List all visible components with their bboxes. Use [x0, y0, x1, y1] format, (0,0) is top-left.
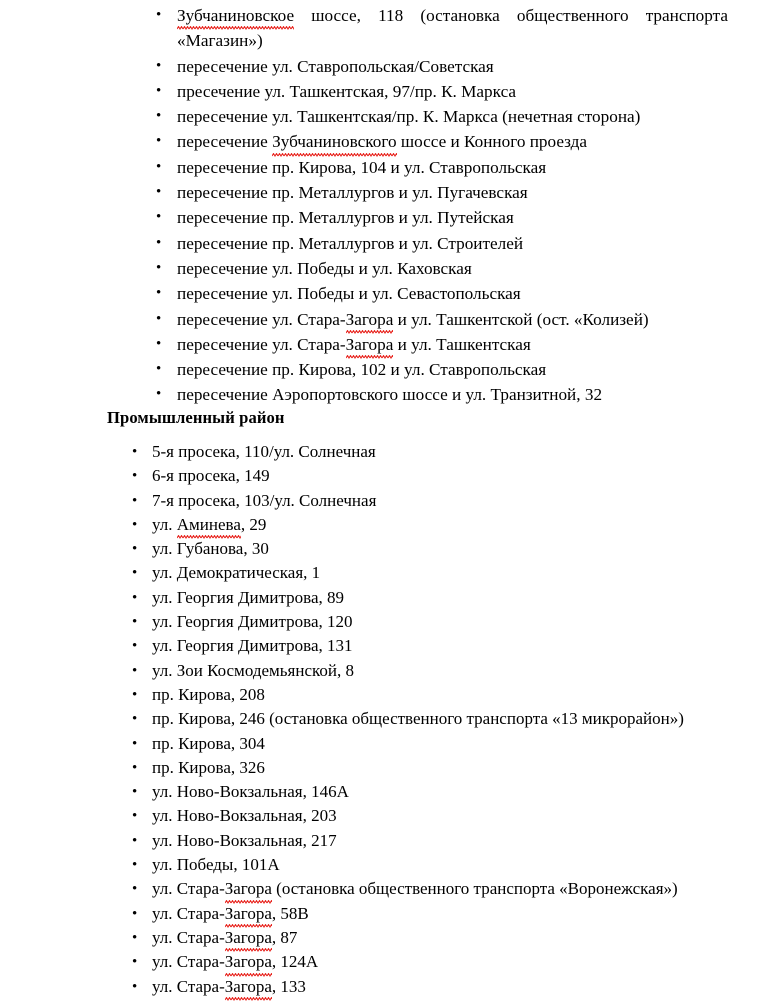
bullet-icon: • — [132, 614, 138, 631]
list-item-label: ул. Стара-Загора, 87 — [152, 926, 732, 950]
list-item — [132, 975, 732, 999]
list-item-label: ул. Стара-Загора, 124А — [152, 950, 732, 974]
bullet-icon: • — [132, 784, 138, 801]
list-item-label: пересечение Аэропортовского шоссе и ул. Транзитной, 32 — [177, 385, 603, 405]
bullet-icon: • — [156, 82, 162, 99]
bullet-icon: • — [132, 516, 138, 533]
spellcheck-underline: Загора — [225, 950, 272, 974]
bullet-icon: • — [132, 857, 138, 874]
bullet-icon: • — [132, 686, 138, 703]
bullet-icon: • — [156, 361, 162, 378]
bullet-icon: • — [156, 335, 162, 352]
list-item — [156, 382, 728, 407]
list-item-label: пересечение ул. Ташкентская/пр. К. Маркса (нечетная сторона) — [177, 107, 641, 127]
list-item-label: пересечение ул. Стара-Загора и ул. Ташкентской (ост. «Колизей) — [177, 307, 728, 332]
list-item-label: ул. Ново-Вокзальная, 217 — [152, 830, 337, 850]
bullet-icon: • — [156, 184, 162, 201]
bullet-icon: • — [132, 638, 138, 655]
list-item — [132, 489, 732, 513]
addresses-list — [132, 440, 732, 999]
list-item-label: ул. Георгия Димитрова, 89 — [152, 587, 344, 607]
spellcheck-underline: Аминева — [177, 513, 241, 537]
list-item — [132, 877, 732, 901]
list-item — [132, 659, 732, 683]
list-item-label: ул. Стара-Загора, 58В — [152, 902, 732, 926]
list-item-label: пересечение ул. Ставропольская/Советская — [177, 56, 494, 76]
spellcheck-underline: Загора — [346, 307, 394, 332]
list-item-label: 5-я просека, 110/ул. Солнечная — [152, 442, 376, 461]
bullet-icon: • — [132, 444, 138, 460]
list-item — [132, 780, 732, 804]
list-item-label: пр. Кирова, 304 — [152, 733, 265, 753]
list-item-label: ул. Победы, 101А — [152, 855, 280, 875]
list-item-label: пересечение пр. Кирова, 104 и ул. Ставропольская — [177, 157, 547, 177]
list-item — [132, 586, 732, 610]
list-item — [132, 804, 732, 828]
list-item — [156, 155, 728, 180]
list-item-label: ул. Демократическая, 1 — [152, 563, 321, 583]
intersections-list — [156, 3, 728, 408]
spellcheck-underline: Загора — [346, 332, 394, 357]
list-item-label: пр. Кирова, 326 — [152, 757, 265, 777]
bullet-icon: • — [132, 905, 138, 922]
list-item-label: ул. Стара-Загора (остановка общественного транспорта «Воронежская») — [152, 877, 732, 901]
list-item-label: ул. Губанова, 30 — [152, 539, 269, 559]
list-item — [156, 3, 728, 54]
list-item — [132, 513, 732, 537]
list-item-label: пересечение ул. Стара-Загора и ул. Ташкентская — [177, 332, 728, 357]
list-item — [156, 129, 728, 154]
list-item — [132, 926, 732, 950]
list-item-label: пр. Кирова, 208 — [152, 684, 265, 704]
list-item-label: ул. Стара-Загора, 133 — [152, 975, 732, 999]
list-item-label: ул. Ново-Вокзальная, 203 — [152, 806, 337, 826]
list-item — [132, 707, 732, 731]
bullet-icon: • — [156, 234, 162, 251]
district-heading: Промышленный район — [107, 408, 285, 427]
bullet-icon: • — [156, 209, 162, 226]
list-item-label: пересечение пр. Кирова, 102 и ул. Ставропольская — [177, 360, 547, 380]
list-item-label: пресечение ул. Ташкентская, 97/пр. К. Маркса — [177, 81, 517, 101]
bullet-icon: • — [156, 285, 162, 302]
list-item-label: пересечение Зубчаниновского шоссе и Конного проезда — [177, 129, 728, 154]
bullet-icon: • — [156, 7, 162, 23]
bullet-icon: • — [156, 310, 162, 327]
bullet-icon: • — [132, 565, 138, 582]
list-item — [132, 683, 732, 707]
spellcheck-underline: Загора — [225, 975, 272, 999]
list-item-label: пересечение пр. Металлургов и ул. Строителей — [177, 233, 524, 253]
bullet-icon: • — [156, 57, 162, 74]
list-item — [156, 281, 728, 306]
list-item — [132, 829, 732, 853]
bullet-icon: • — [156, 259, 162, 276]
bullet-icon: • — [132, 881, 138, 898]
list-item — [156, 104, 728, 129]
list-item — [156, 180, 728, 205]
list-item — [132, 537, 732, 561]
bullet-icon: • — [156, 158, 162, 175]
bullet-icon: • — [156, 108, 162, 125]
bullet-icon: • — [132, 541, 138, 558]
list-item — [156, 256, 728, 281]
list-item-label: пр. Кирова, 246 (остановка общественного транспорта «13 микрорайон») — [152, 709, 684, 729]
list-item-label: 6-я просека, 149 — [152, 466, 270, 486]
list-item-label: ул. Аминева, 29 — [152, 513, 732, 537]
bullet-icon: • — [132, 492, 138, 509]
list-item-label: Зубчаниновское шоссе, 118 (остановка общественного транспорта «Магазин») — [177, 3, 728, 54]
list-item — [132, 756, 732, 780]
bullet-icon: • — [132, 954, 138, 971]
list-item — [156, 54, 728, 79]
spellcheck-underline: Загора — [225, 902, 272, 926]
list-item — [156, 205, 728, 230]
list-item-label: пересечение ул. Победы и ул. Севастопольская — [177, 284, 521, 304]
spellcheck-underline: Загора — [225, 877, 272, 901]
bullet-icon: • — [132, 759, 138, 776]
list-item-label: ул. Зои Космодемьянской, 8 — [152, 660, 354, 680]
list-item-label: пересечение пр. Металлургов и ул. Пугачевская — [177, 183, 528, 203]
list-item-label: ул. Ново-Вокзальная, 146А — [152, 782, 349, 802]
bullet-icon: • — [132, 711, 138, 728]
list-item — [156, 332, 728, 357]
list-item — [132, 950, 732, 974]
list-item — [156, 307, 728, 332]
bullet-icon: • — [132, 978, 138, 995]
bullet-icon: • — [132, 589, 138, 606]
list-item-label: пересечение ул. Победы и ул. Каховская — [177, 258, 472, 278]
list-item — [156, 79, 728, 104]
spellcheck-underline: Загора — [225, 926, 272, 950]
list-item-label: 7-я просека, 103/ул. Солнечная — [152, 490, 377, 510]
list-item — [132, 902, 732, 926]
bullet-icon: • — [132, 808, 138, 825]
list-item — [132, 610, 732, 634]
bullet-icon: • — [132, 929, 138, 946]
list-item — [156, 357, 728, 382]
list-item-label: ул. Георгия Димитрова, 131 — [152, 636, 353, 656]
list-item-label: ул. Георгия Димитрова, 120 — [152, 612, 353, 632]
bullet-icon: • — [156, 386, 162, 403]
bullet-icon: • — [132, 662, 138, 679]
bullet-icon: • — [132, 832, 138, 849]
bullet-icon: • — [156, 133, 162, 150]
list-item-label: пересечение пр. Металлургов и ул. Путейская — [177, 208, 514, 228]
list-item — [132, 732, 732, 756]
list-item — [132, 634, 732, 658]
bullet-icon: • — [132, 468, 138, 485]
list-item — [156, 231, 728, 256]
list-item — [132, 464, 732, 488]
list-item — [132, 440, 732, 464]
spellcheck-underline: Зубчаниновское — [177, 3, 294, 28]
list-item — [132, 853, 732, 877]
spellcheck-underline: Зубчаниновского — [272, 129, 396, 154]
list-item — [132, 561, 732, 585]
bullet-icon: • — [132, 735, 138, 752]
